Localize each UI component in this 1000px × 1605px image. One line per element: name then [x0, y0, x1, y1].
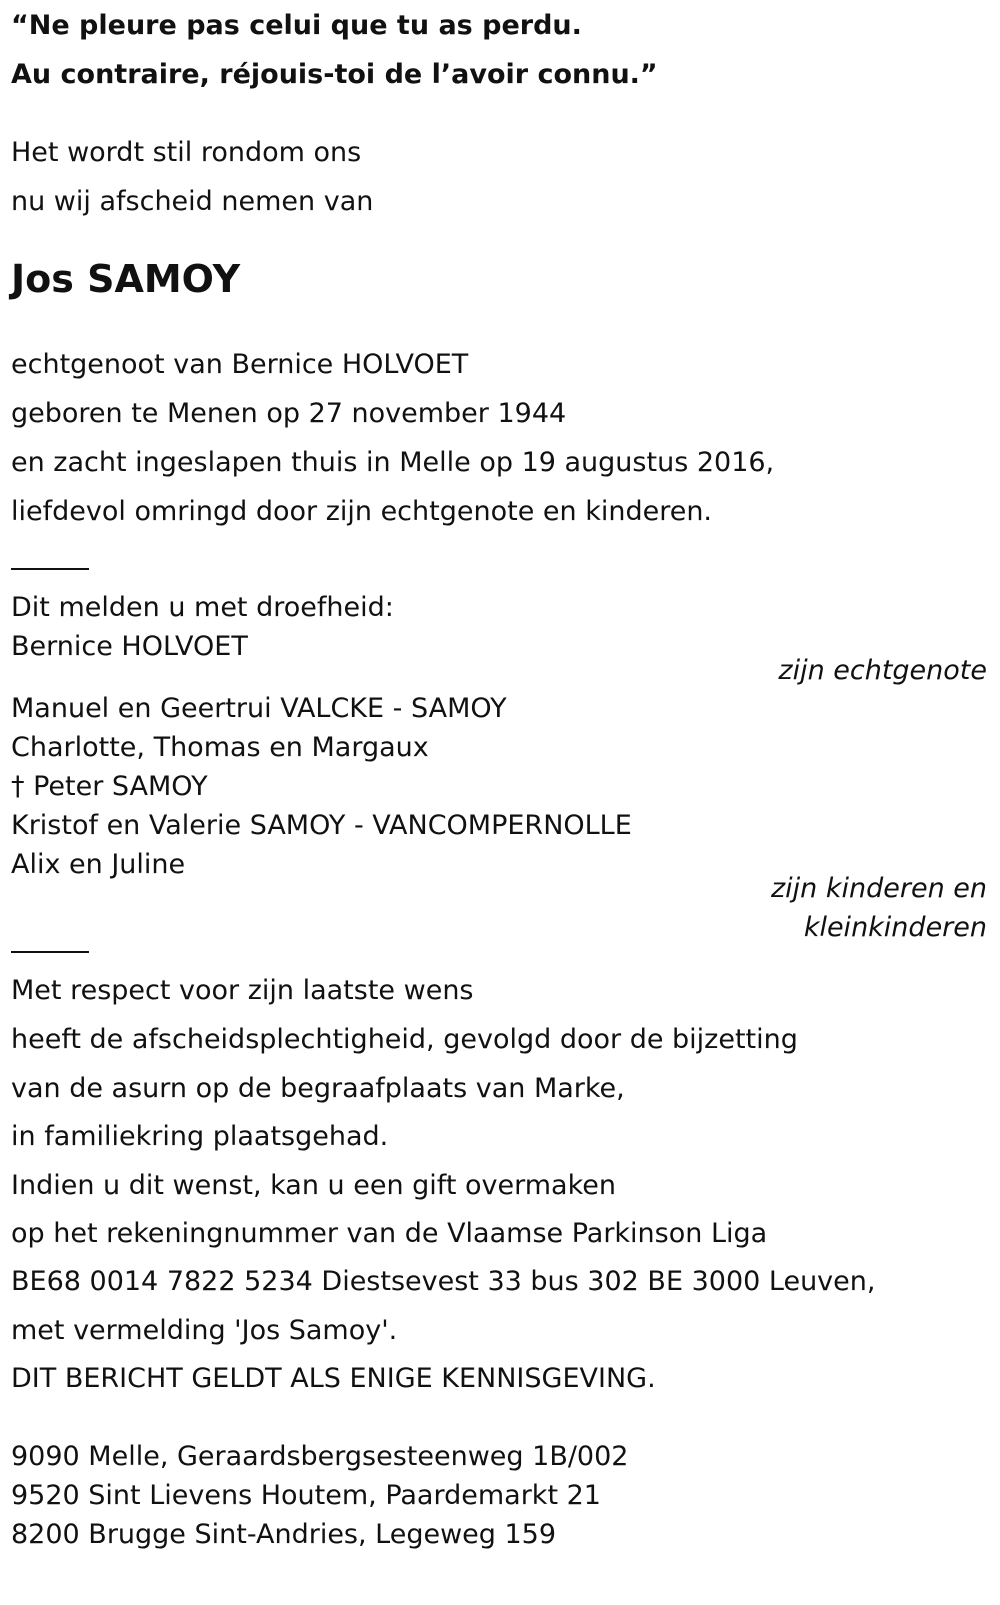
donation-reference-line: met vermelding 'Jos Samoy'. [11, 1315, 398, 1346]
ceremony-line: Met respect voor zijn laatste wens [11, 975, 474, 1006]
notice-line: DIT BERICHT GELDT ALS ENIGE KENNISGEVING. [11, 1363, 656, 1394]
ceremony-line: in familiekring plaatsgehad. [11, 1121, 389, 1152]
quote-line-2: Au contraire, réjouis-toi de l’avoir connu.” [11, 59, 658, 90]
intro-line-1: Het wordt stil rondom ons [11, 137, 362, 168]
family-role-line-2: kleinkinderen [803, 912, 987, 943]
intro-line-2: nu wij afscheid nemen van [11, 186, 374, 217]
donation-line: op het rekeningnummer van de Vlaamse Parkinson Liga [11, 1218, 768, 1249]
family-member: † Peter SAMOY [11, 771, 208, 802]
quote-line-1: “Ne pleure pas celui que tu as perdu. [11, 10, 582, 41]
family-role-line-1: zijn kinderen en [771, 873, 987, 904]
surrounded-line: liefdevol omringd door zijn echtgenote en kinderen. [11, 496, 713, 527]
address-line: 8200 Brugge Sint-Andries, Legeweg 159 [11, 1519, 557, 1550]
spouse-line: echtgenoot van Bernice HOLVOET [11, 349, 469, 380]
family-member: Alix en Juline [11, 849, 186, 880]
bank-account-line: BE68 0014 7822 5234 Diestsevest 33 bus 302 BE 3000 Leuven, [11, 1266, 876, 1297]
deceased-name: Jos SAMOY [11, 257, 241, 301]
family-member: Kristof en Valerie SAMOY - VANCOMPERNOLLE [11, 810, 632, 841]
mourners-heading: Dit melden u met droefheid: [11, 592, 394, 623]
birth-line: geboren te Menen op 27 november 1944 [11, 398, 567, 429]
mourner-spouse-name: Bernice HOLVOET [11, 631, 248, 662]
death-line: en zacht ingeslapen thuis in Melle op 19 augustus 2016, [11, 447, 775, 478]
family-member: Charlotte, Thomas en Margaux [11, 732, 429, 763]
section-divider [11, 951, 89, 953]
mourner-spouse-role: zijn echtgenote [778, 655, 987, 686]
ceremony-line: heeft de afscheidsplechtigheid, gevolgd door de bijzetting [11, 1024, 798, 1055]
address-line: 9520 Sint Lievens Houtem, Paardemarkt 21 [11, 1480, 601, 1511]
donation-line: Indien u dit wenst, kan u een gift overmaken [11, 1170, 616, 1201]
address-line: 9090 Melle, Geraardsbergsesteenweg 1B/002 [11, 1441, 629, 1472]
family-member: Manuel en Geertrui VALCKE - SAMOY [11, 693, 507, 724]
ceremony-line: van de asurn op de begraafplaats van Marke, [11, 1073, 625, 1104]
section-divider [11, 568, 89, 570]
